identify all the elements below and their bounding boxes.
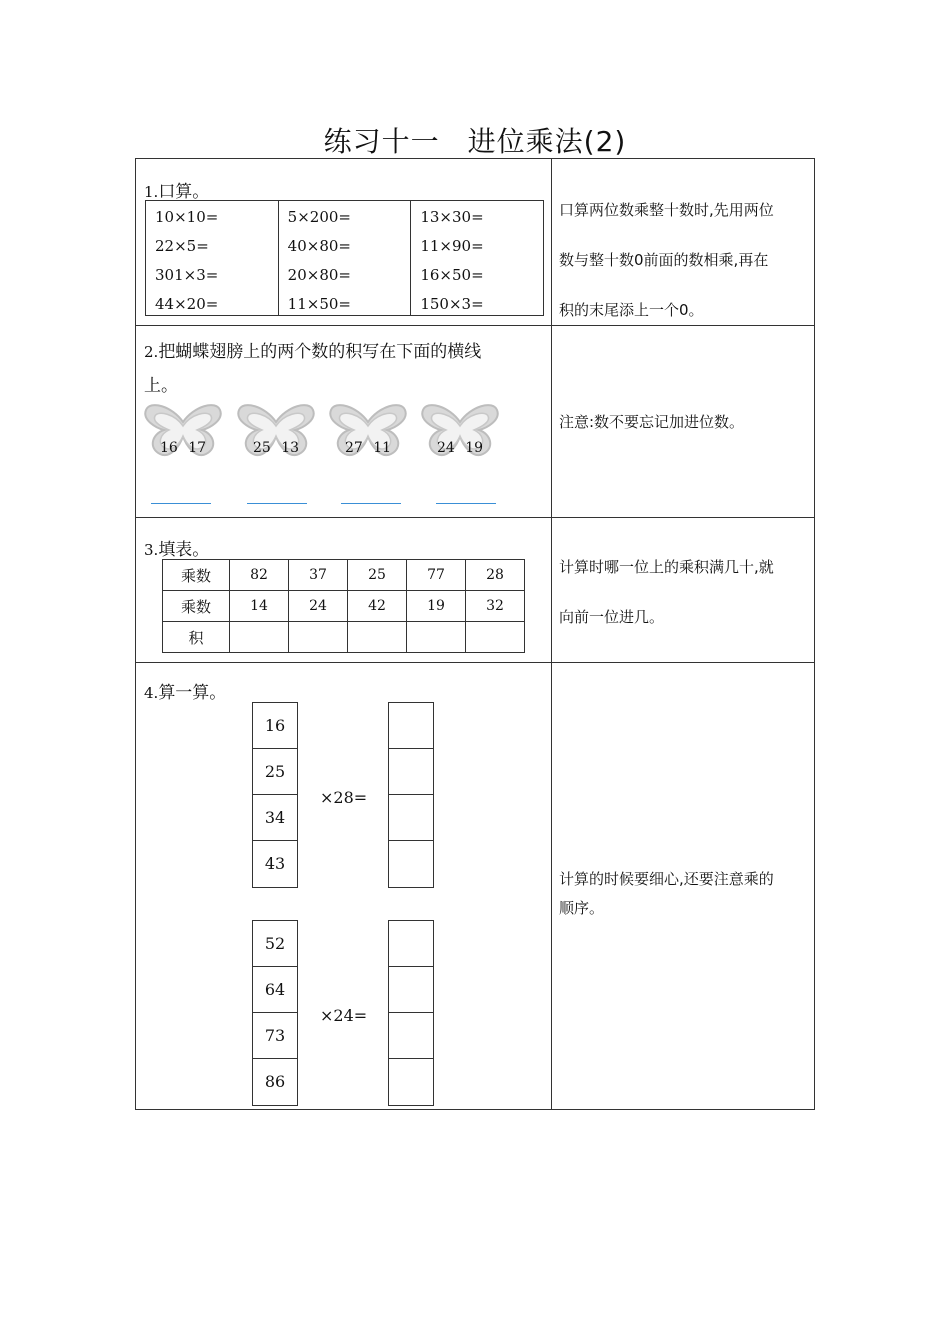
table-cell: 19 [407, 591, 466, 622]
row-header: 积 [163, 622, 230, 653]
oral-item: 13×30= [420, 208, 484, 226]
answer-stack [388, 702, 434, 888]
answer-cell[interactable] [289, 622, 348, 653]
butterfly-numbers: 25 13 [252, 440, 300, 456]
answer-cell[interactable] [389, 921, 433, 967]
table-row [163, 591, 525, 622]
answer-cell[interactable] [389, 841, 433, 887]
answer-line[interactable] [436, 503, 496, 504]
oral-item: 11×50= [287, 295, 351, 313]
table-cell: 25 [348, 560, 407, 591]
oral-column [279, 201, 412, 315]
butterfly-numbers: 27 11 [344, 440, 392, 456]
q2-tip: 注意:数不要忘记加进位数。 [559, 413, 745, 431]
factor-stack [252, 702, 298, 888]
column-divider [551, 159, 552, 1109]
answer-cell[interactable] [389, 1059, 433, 1105]
multiplier-label: ×24= [320, 1006, 368, 1025]
oral-item: 20×80= [287, 266, 351, 284]
table-cell: 42 [348, 591, 407, 622]
q3-tip: 计算时哪一位上的乘积满几十,就 向前一位进几。 [559, 558, 774, 626]
factor-cell: 43 [264, 854, 286, 873]
q2-label: 2.把蝴蝶翅膀上的两个数的积写在下面的横线 上。 [144, 342, 482, 396]
oral-item: 10×10= [155, 208, 219, 226]
oral-column [146, 201, 279, 315]
oral-item: 301×3= [155, 266, 219, 284]
answer-cell[interactable] [389, 1013, 433, 1059]
factor-cell: 52 [253, 921, 297, 967]
q3-label: 3.填表。 [144, 540, 210, 560]
answer-cell[interactable] [230, 622, 289, 653]
row-divider [136, 517, 814, 518]
table-cell: 28 [466, 560, 525, 591]
answer-line[interactable] [247, 503, 307, 504]
row-header: 乘数 [163, 591, 230, 622]
answer-cell[interactable] [389, 795, 433, 841]
answer-line[interactable] [151, 503, 211, 504]
factor-stack [252, 920, 298, 1106]
q1-tip: 口算两位数乘整十数时,先用两位 数与整十数0前面的数相乘,再在 积的末尾添上一个0。 [559, 201, 774, 319]
fill-table [162, 559, 525, 653]
oral-item: 11×90= [420, 237, 484, 255]
butterfly [419, 402, 501, 460]
table-cell: 14 [230, 591, 289, 622]
table-row [163, 622, 525, 653]
answer-cell[interactable] [389, 967, 433, 1013]
table-row [163, 560, 525, 591]
q4-label: 4.算一算。 [144, 683, 227, 703]
answer-cell[interactable] [466, 622, 525, 653]
oral-item: 40×80= [287, 237, 351, 255]
title-sub: 进位乘法(2) [467, 125, 627, 158]
table-cell: 32 [466, 591, 525, 622]
factor-cell: 86 [264, 1072, 286, 1091]
table-cell: 82 [230, 560, 289, 591]
title-main: 练习十一 [323, 125, 440, 158]
butterfly [235, 402, 317, 460]
oral-column [411, 201, 543, 315]
factor-cell: 64 [253, 967, 297, 1013]
answer-cell[interactable] [407, 622, 466, 653]
row-header: 乘数 [163, 560, 230, 591]
oral-calc-grid [145, 200, 544, 316]
answer-stack [388, 920, 434, 1106]
multiplier-label: ×28= [320, 788, 368, 807]
page-title [0, 120, 950, 160]
answer-cell[interactable] [389, 703, 433, 749]
butterfly [142, 402, 224, 460]
table-cell: 24 [289, 591, 348, 622]
butterfly-numbers: 16 17 [159, 440, 207, 456]
q4-tip: 计算的时候要细心,还要注意乘的 顺序。 [559, 870, 774, 917]
oral-item: 44×20= [155, 295, 219, 313]
answer-cell[interactable] [348, 622, 407, 653]
factor-cell: 16 [253, 703, 297, 749]
oral-item: 16×50= [420, 266, 484, 284]
table-cell: 37 [289, 560, 348, 591]
butterfly-numbers: 24 19 [436, 440, 484, 456]
table-cell: 77 [407, 560, 466, 591]
factor-cell: 73 [253, 1013, 297, 1059]
butterfly [327, 402, 409, 460]
answer-cell[interactable] [389, 749, 433, 795]
answer-line[interactable] [341, 503, 401, 504]
row-divider [136, 662, 814, 663]
oral-item: 150×3= [420, 295, 484, 313]
factor-cell: 34 [253, 795, 297, 841]
factor-cell: 25 [253, 749, 297, 795]
q1-label: 1.口算。 [144, 182, 210, 202]
oral-item: 5×200= [287, 208, 351, 226]
worksheet-frame [135, 158, 815, 1110]
oral-item: 22×5= [155, 237, 209, 255]
